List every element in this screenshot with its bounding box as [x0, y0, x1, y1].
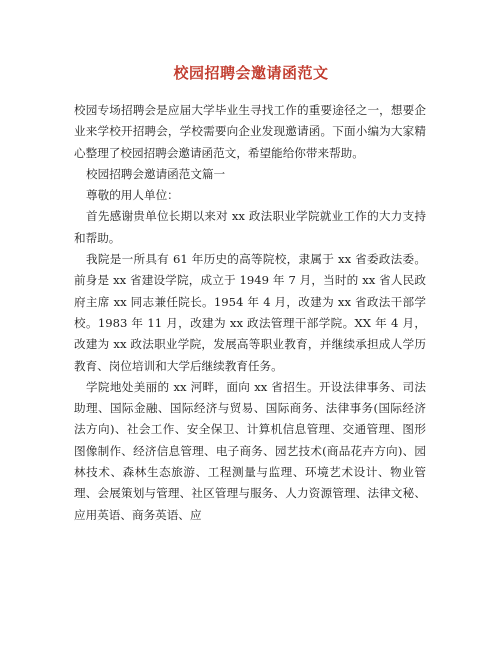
document-title: 校园招聘会邀请函范文 — [173, 64, 329, 82]
thanks-paragraph: 首先感谢贵单位长期以来对 xx 政法职业学院就业工作的大力支持和帮助。 — [74, 209, 426, 245]
history-paragraph: 我院是一所具有 61 年历史的高等院校，隶属于 xx 省委政法委。前身是 xx 省建设学院，成立于 1949 年 7 月，当时的 xx 省人民政府主席 xx 同志兼任院长。1954 年 4 月，改建为 xx 省政法干部学校。1983 年 11 月，改建为 xx 政法管理干部学院。XX 年 4 月，改建为 xx 政法职业学院，发展高等职业教育，并继续承担成人学历教育、岗位培训和大学后继续教育任务。 — [74, 252, 426, 373]
section-heading: 校园招聘会邀请函范文篇一 — [86, 166, 226, 181]
intro-paragraph: 校园专场招聘会是应届大学毕业生寻找工作的重要途径之一，想要企业来学校开招聘会，学校需要向企业发现邀请函。下面小编为大家精心整理了校园招聘会邀请函范文，希望能给你带来帮助。 — [74, 103, 426, 160]
majors-paragraph: 学院地处美丽的 xx 河畔，面向 xx 省招生。开设法律事务、司法助理、国际金融、国际经济与贸易、国际商务、法律事务(国际经济法方向)、社会工作、安全保卫、计算机信息管理、交通管理、图形图像制作、经济信息管理、电子商务、园艺技术(商品花卉方向)、园林技术、森林生态旅游、工程测量与监理、环境艺术设计、物业管理、会展策划与管理、社区管理与服务、人力资源管理、法律文秘、应用英语、商务英语、应 — [74, 379, 426, 522]
document-body — [74, 100, 426, 526]
salutation: 尊敬的用人单位： — [86, 188, 179, 203]
